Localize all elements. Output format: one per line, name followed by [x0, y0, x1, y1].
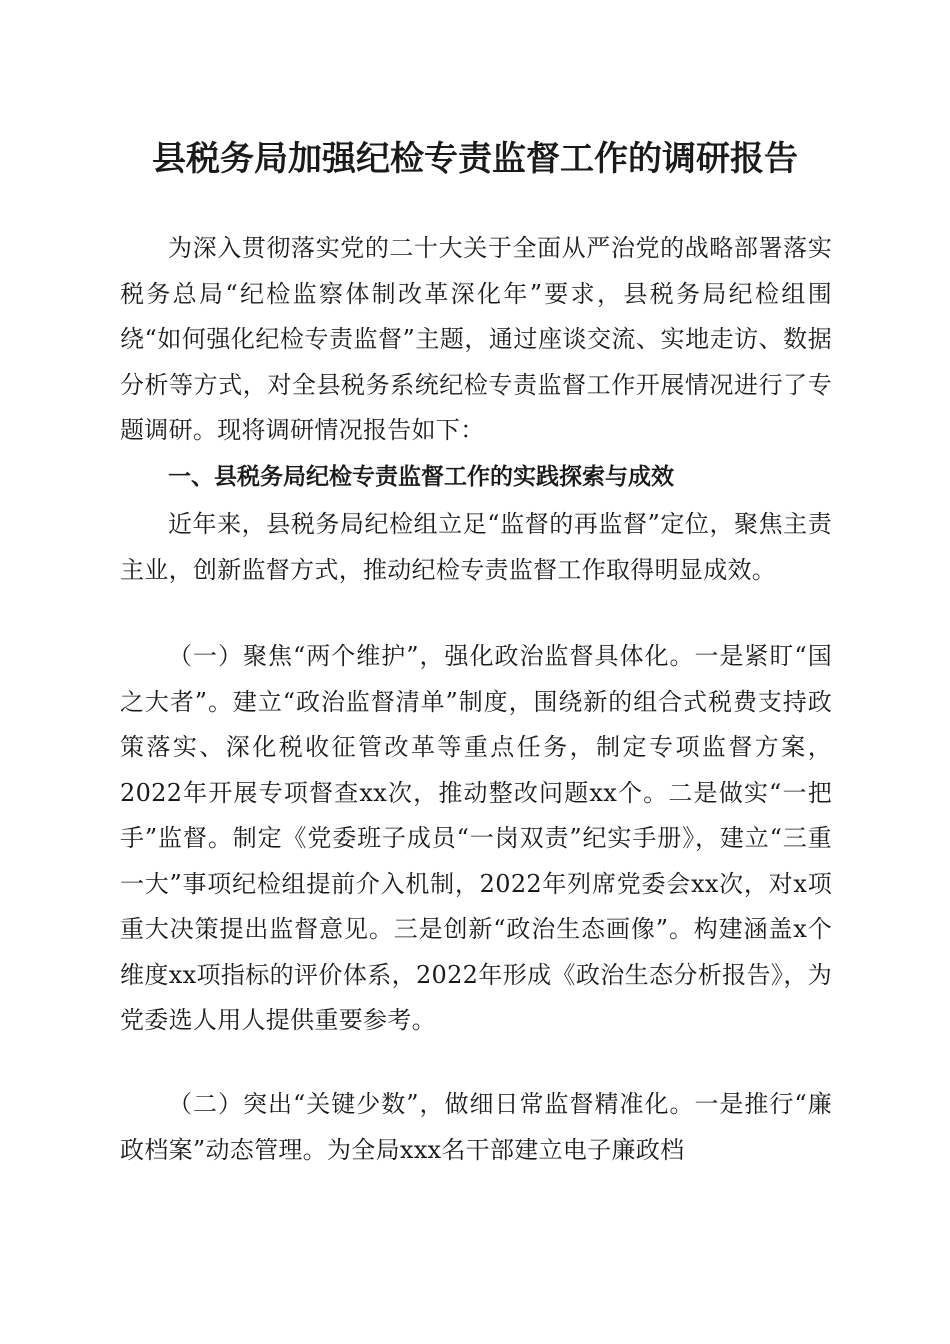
- intro-paragraph: 为深入贯彻落实党的二十大关于全面从严治党的战略部署落实税务总局“纪检监察体制改革深化年”要求，县税务局纪检组围绕“如何强化纪检专责监督”主题，通过座谈交流、实地走访、数据分析等方式，对全县税务系统纪检专责监督工作开展情况进行了专题调研。现将调研情况报告如下：: [120, 234, 832, 444]
- section-heading-1: 一、县税务局纪检专责监督工作的实践探索与成效: [168, 464, 674, 490]
- subsection-1-paragraph: （一）聚焦“两个维护”，强化政治监督具体化。一是紧盯“国之大者”。建立“政治监督清单”制度，围绕新的组合式税费支持政策落实、深化税收征管改革等重点任务，制定专项监督方案，2022年开展专项督查xx次，推动整改问题xx个。二是做实“一把手”监督。制定《党委班子成员“一岗双责”纪实手册》，建立“三重一大”事项纪检组提前介入机制，2022年列席党委会xx次，对x项重大决策提出监督意见。三是创新“政治生态画像”。构建涵盖x个维度xx项指标的评价体系，2022年形成《政治生态分析报告》，为党委选人用人提供重要参考。: [120, 642, 832, 1034]
- section-1-lead-paragraph: 近年来，县税务局纪检组立足“监督的再监督”定位，聚焦主责主业，创新监督方式，推动纪检专责监督工作取得明显成效。: [120, 510, 832, 584]
- document-title: 县税务局加强纪检专责监督工作的调研报告: [152, 139, 798, 179]
- subsection-2-paragraph: （二）突出“关键少数”，做细日常监督精准化。一是推行“廉政档案”动态管理。为全局xxx名干部建立电子廉政档: [120, 1090, 832, 1164]
